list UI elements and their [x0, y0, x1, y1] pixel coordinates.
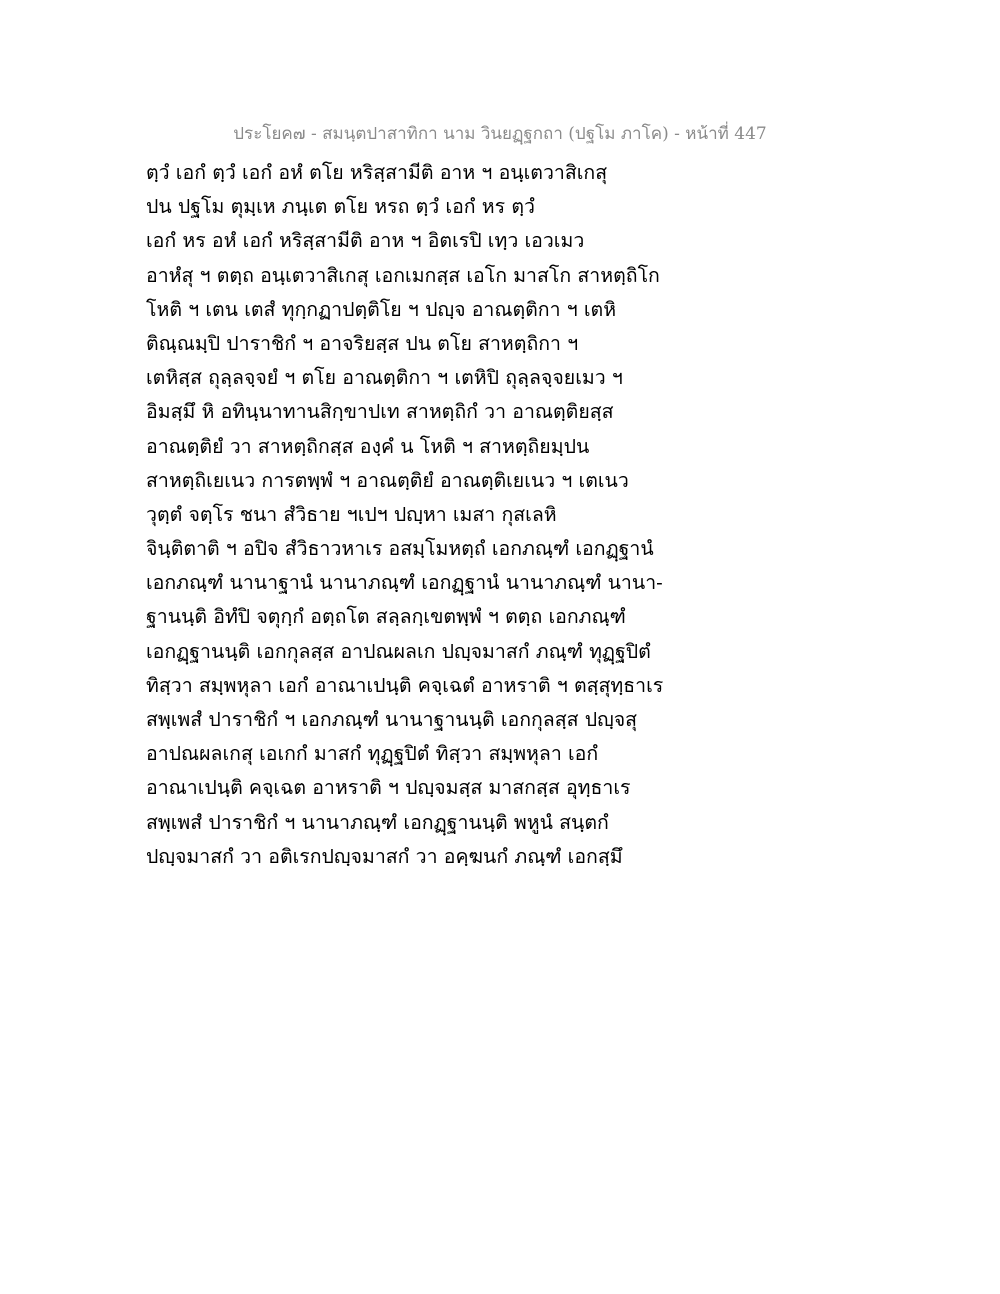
body-text: [146, 156, 686, 874]
text-line: เอกฏฺฐานนฺติ เอกกุลสฺส อาปณผลเก ปญฺจมาสกํ ภณฺฑํ ทุฏฺฐปิตํ: [146, 639, 651, 663]
text-line: สพฺเพสํ ปาราชิกํ ฯ นานาภณฺฑํ เอกฏฺฐานนฺติ พหูนํ สนฺตกํ: [146, 810, 609, 834]
text-line: สพฺเพสํ ปาราชิกํ ฯ เอกภณฺฑํ นานาฐานนฺติ เอกกุลสฺส ปญฺจสุ: [146, 708, 638, 731]
text-line: เอกํ หร อหํ เอกํ หริสฺสามีติ อาห ฯ อิตเรปิ เทฺว เอวเมว: [146, 229, 585, 253]
text-line: ฐานนฺติ อิทํปิ จตุกฺกํ อตฺถโต สลฺลกฺเขตพฺพํ ฯ ตตฺถ เอกภณฺฑํ: [146, 605, 626, 629]
text-line: ปญฺจมาสกํ วา อติเรกปญฺจมาสกํ วา อคฺฆนกํ ภณฺฑํ เอกสฺมึ: [146, 844, 623, 868]
text-line: อาณตฺติยํ วา สาหตฺถิกสฺส องฺคํ น โหติ ฯ สาหตฺถิยมฺปน: [146, 434, 590, 458]
text-line: อาณาเปนฺติ คจฺเฉต อาหราติ ฯ ปญฺจมสฺส มาสกสฺส อุทฺธาเร: [146, 776, 631, 800]
running-header: ประโยค๗ - สมนฺตปาสาทิกา นาม วินยฏฺฐกถา (ปฐโม ภาโค) - หน้าที่ 447: [233, 124, 767, 144]
text-line: ตฺวํ เอกํ ตฺวํ เอกํ อหํ ตโย หริสฺสามีติ อาห ฯ อนฺเตวาสิเกสุ: [146, 161, 608, 184]
text-line: จินฺติตาติ ฯ อปิจ สํวิธาวหาเร อสมฺโมหตฺถํ เอกภณฺฑํ เอกฏฺฐานํ: [146, 537, 654, 561]
text-line: ปน ปฐโม ตุมฺเห ภนฺเต ตโย หรถ ตฺวํ เอกํ หร ตฺวํ: [146, 195, 535, 219]
text-line: วุตฺตํ จตฺโร ชนา สํวิธาย ฯเปฯ ปญฺหา เมสา กุสเลหิ: [146, 502, 557, 526]
text-line: เตหิสฺส ถุลฺลจฺจยํ ฯ ตโย อาณตฺติกา ฯ เตหิปิ ถุลฺลจฺจยเมว ฯ: [146, 366, 623, 390]
text-line: โหติ ฯ เตน เตสํ ทุกฺกฏาปตฺติโย ฯ ปญฺจ อาณตฺติกา ฯ เตหิ: [146, 297, 617, 321]
text-line: สาหตฺถิเยเนว การตพฺพํ ฯ อาณตฺติยํ อาณตฺติเยเนว ฯ เตเนว: [146, 468, 629, 492]
text-line: อาปณผลเกสุ เอเกกํ มาสกํ ทุฏฺฐปิตํ ทิสฺวา สมฺพหุลา เอกํ: [146, 742, 599, 766]
text-line: เอกภณฺฑํ นานาฐานํ นานาภณฺฑํ เอกฏฺฐานํ นานาภณฺฑํ นานา-: [146, 571, 663, 595]
text-line: อิมสฺมึ หิ อทินฺนาทานสิกฺขาปเท สาหตฺถิกํ วา อาณตฺติยสฺส: [146, 400, 614, 424]
text-line: ทิสฺวา สมฺพหุลา เอกํ อาณาเปนฺติ คจฺเฉตํ อาหราติ ฯ ตสฺสุทฺธาเร: [146, 673, 664, 697]
text-line: อาหํสุ ฯ ตตฺถ อนฺเตวาสิเกสุ เอกเมกสฺส เอโก มาสโก สาหตฺถิโก: [146, 263, 660, 287]
text-line: ติณฺณมฺปิ ปาราชิกํ ฯ อาจริยสฺส ปน ตโย สาหตฺถิกา ฯ: [146, 331, 579, 355]
